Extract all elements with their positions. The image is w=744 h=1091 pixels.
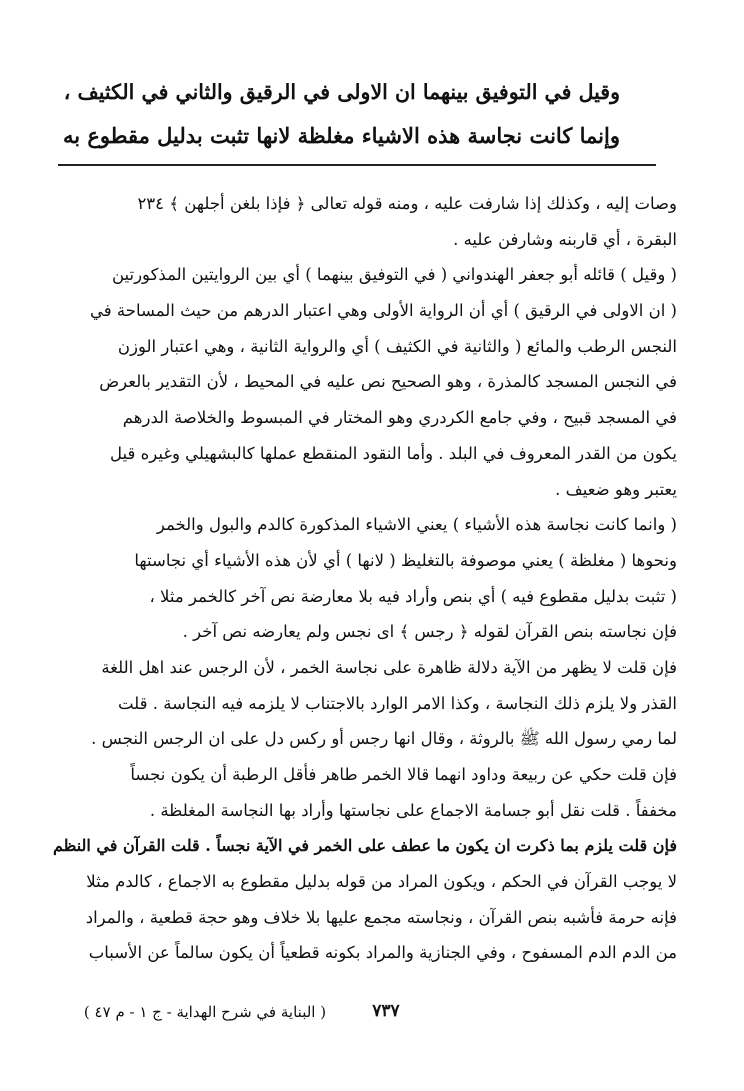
sharh-line: يكون من القدر المعروف في البلد . وأما النقود المنقطع عملها كالبشهيلي وغيره قيل — [110, 443, 677, 463]
sharh-line: فإن قلت حكي عن ربيعة وداود انهما قالا الخمر طاهر فأقل الرطبة أن يكون نجساً — [130, 765, 677, 784]
sharh-line: ( وقيل ) قائله أبو جعفر الهندواني ( في التوفيق بينهما ) أي بين الروايتين المذكورتين — [111, 265, 677, 285]
matn-line: وقيل في التوفيق بينهما ان الاولى في الرقيق والثاني في الكثيف ، — [63, 80, 620, 104]
sharh-line: مخففاً . قلت نقل أبو جسامة الاجماع على نجاستها وأراد بها النجاسة المغلظة . — [149, 800, 677, 820]
sharh-text-block — [52, 186, 677, 971]
page-number: ٧٣٧ — [372, 1001, 400, 1021]
sharh-line: لا يوجب القرآن في الحكم ، ويكون المراد من قوله بدليل مقطوع به الاجماع ، كالدم مثلا — [86, 872, 677, 892]
sharh-line: لما رمي رسول الله ﷺ بالروثة ، وقال انها رجس أو ركس دل على ان الرجس النجس . — [91, 729, 677, 749]
sharh-line: ( وانما كانت نجاسة هذه الأشياء ) يعني الاشياء المذكورة كالدم والبول والخمر — [156, 515, 677, 535]
divider-line — [58, 164, 656, 166]
sharh-line: ونحوها ( مغلظة ) يعني موصوفة بالتغليظ ( لانها ) أي لأن هذه الأشياء أي نجاستها — [134, 550, 677, 570]
sharh-line: وصات إليه ، وكذلك إذا شارفت عليه ، ومنه قوله تعالى ﴿ فإذا بلغن أجلهن ﴾ ٢٣٤ — [137, 194, 677, 213]
sharh-line: النجس الرطب والمائع ( والثانية في الكثيف ) أي والرواية الثانية ، وهي اعتبار الوزن — [117, 336, 677, 356]
matn-line: وإنما كانت نجاسة هذه الاشياء مغلظة لانها تثبت بدليل مقطوع به — [62, 123, 620, 148]
sharh-line: القذر ولا يلزم ذلك النجاسة ، وكذا الامر الوارد بالاجتناب لا يلزمه فيه النجاسة . قلت — [117, 693, 677, 713]
sharh-line: ( تثبت بدليل مقطوع فيه ) أي بنص وأراد فيه بلا معارضة نص آخر كالخمر مثلا ، — [149, 586, 677, 606]
sharh-line: فإن قلت يلزم بما ذكرت ان يكون ما عطف على الخمر في الآية نجساً . قلت القرآن في النظم — [52, 836, 677, 856]
sharh-line: البقرة ، أي قاربنه وشارفن عليه . — [453, 229, 677, 249]
sharh-line: فإن قلت لا يظهر من الآية دلالة ظاهرة على نجاسة الخمر ، لأن الرجس عند اهل اللغة — [101, 657, 677, 677]
sharh-line: فإنه حرمة فأشبه بنص القرآن ، ونجاسته مجمع عليها بلا خلاف وهو حجة قطعية ، والمراد — [85, 907, 677, 927]
sharh-line: فإن نجاسته بنص القرآن لقوله ﴿ رجس ﴾ اى نجس ولم يعارضه نص آخر . — [182, 622, 677, 642]
sharh-line: ( ان الاولى في الرقيق ) أي أن الرواية الأولى وهي اعتبار الدرهم من حيث المساحة في — [90, 301, 677, 321]
sharh-line: في النجس المسجد كالمذرة ، وهو الصحيح نص عليه في المحيط ، لأن التقدير بالعرض — [99, 372, 677, 392]
footer-book-title: ( البناية في شرح الهداية - ج ١ - م ٤٧ ) — [83, 1003, 327, 1021]
sharh-line: في المسجد قبيح ، وفي جامع الكردري وهو المختار في المبسوط والخلاصة الدرهم — [122, 408, 677, 428]
sharh-line: يعتبر وهو ضعيف . — [555, 479, 677, 499]
matn-text-block — [60, 70, 620, 158]
sharh-line: من الدم الدم المسفوح ، وفي الجنازية والمراد بكونه قطعياً أن يكون سالماً عن الأسباب — [88, 943, 677, 963]
